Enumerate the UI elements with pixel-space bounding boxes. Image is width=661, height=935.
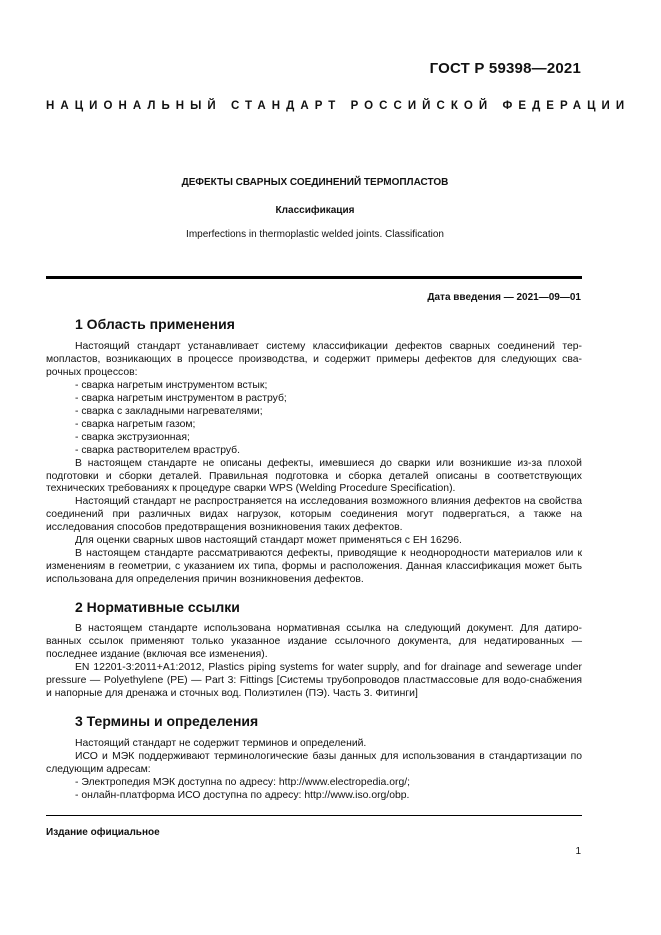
section-1-paragraph: Для оценки сварных швов настоящий стандарт может применяться с ЕН 16296. <box>75 535 462 547</box>
section-3-paragraph: ИСО и МЭК поддерживают терминологические базы данных для использования в стандартизации по следующим адресам: <box>46 750 582 775</box>
list-item: - сварка экструзионная; <box>75 431 190 443</box>
list-item: - сварка с закладными нагревателями; <box>75 405 263 417</box>
list-item: - Электропедия МЭК доступна по адресу: http://www.electropedia.org/; <box>75 776 411 788</box>
section-1-paragraph: Настоящий стандарт не распространяется на исследования возможного влияния дефектов на свойства соединений при различных видах нагрузок, которым соединения могут подвергаться, а также на исследования способов предотвращения возникновения таких дефектов. <box>46 496 582 534</box>
section-1-paragraph: В настоящем стандарте рассматриваются дефекты, приводящие к неоднородности материалов или к изменениям в геометрии, с указанием их типа, формы и расположения. Данная классификация может быть использована для определения причин возникновения дефектов. <box>46 548 582 586</box>
list-item: - сварка растворителем враструб. <box>75 444 241 456</box>
official-edition-label: Издание официальное <box>46 827 160 838</box>
section-1-paragraph: Настоящий стандарт устанавливает систему классификации дефектов сварных соединений тер-мопластов, возникающих в процессе производства, и содержит примеры дефектов для следующих сва-рочных процессов: <box>46 341 582 378</box>
section-2-paragraph: EN 12201-3:2011+A1:2012, Plastics piping systems for water supply, and for drainage and sewerage under pressure — Polyethylene (PE) — Part 3: Fittings [Системы трубопроводов пластмассовые для водо-снабжения и напорные для дренажа и сточных вод. Полиэтилен (ПЭ). Часть 3. Фитинги] <box>46 661 582 699</box>
document-english-title: Imperfections in thermoplastic welded joints. Classification <box>186 229 444 240</box>
section-2-body <box>46 623 582 701</box>
section-2-heading: 2 Нормативные ссылки <box>75 599 240 615</box>
national-standard-header: НАЦИОНАЛЬНЫЙ СТАНДАРТ РОССИЙСКОЙ ФЕДЕРАЦИИ <box>46 100 631 112</box>
list-item: - сварка нагретым газом; <box>75 418 196 430</box>
list-item: - онлайн-платформа ИСО доступна по адресу: http://www.iso.org/obp. <box>75 789 410 801</box>
list-item: - сварка нагретым инструментом встык; <box>75 379 268 391</box>
section-1-body <box>46 341 582 587</box>
introduction-date: Дата введения — 2021—09—01 <box>427 292 581 303</box>
footer-divider <box>46 815 582 816</box>
section-1-paragraph: В настоящем стандарте не описаны дефекты, имевшиеся до сварки или возникшие из-за плохой подготовки и сборки деталей. Правильная подготовка и сборка деталей описаны в соответствующих технических требованиях к процедуре сварки WPS (Welding Procedure Specification). <box>46 457 582 495</box>
document-title: ДЕФЕКТЫ СВАРНЫХ СОЕДИНЕНИЙ ТЕРМОПЛАСТОВ <box>181 177 449 188</box>
section-2-paragraph: В настоящем стандарте использована нормативная ссылка на следующий документ. Для датиро-ванных ссылок применяют только указанное издание ссылочного документа, для недатированных — последнее издание (включая все изменения). <box>46 623 582 660</box>
document-subtitle: Классификация <box>275 205 355 216</box>
standard-number: ГОСТ Р 59398—2021 <box>429 60 581 77</box>
section-3-heading: 3 Термины и определения <box>75 713 259 729</box>
section-3-body <box>46 738 582 803</box>
page-number: 1 <box>575 846 581 857</box>
section-1-heading: 1 Область применения <box>75 316 235 332</box>
title-divider <box>46 276 582 279</box>
section-3-paragraph: Настоящий стандарт не содержит терминов и определений. <box>75 738 367 749</box>
list-item: - сварка нагретым инструментом в раструб; <box>75 392 287 404</box>
